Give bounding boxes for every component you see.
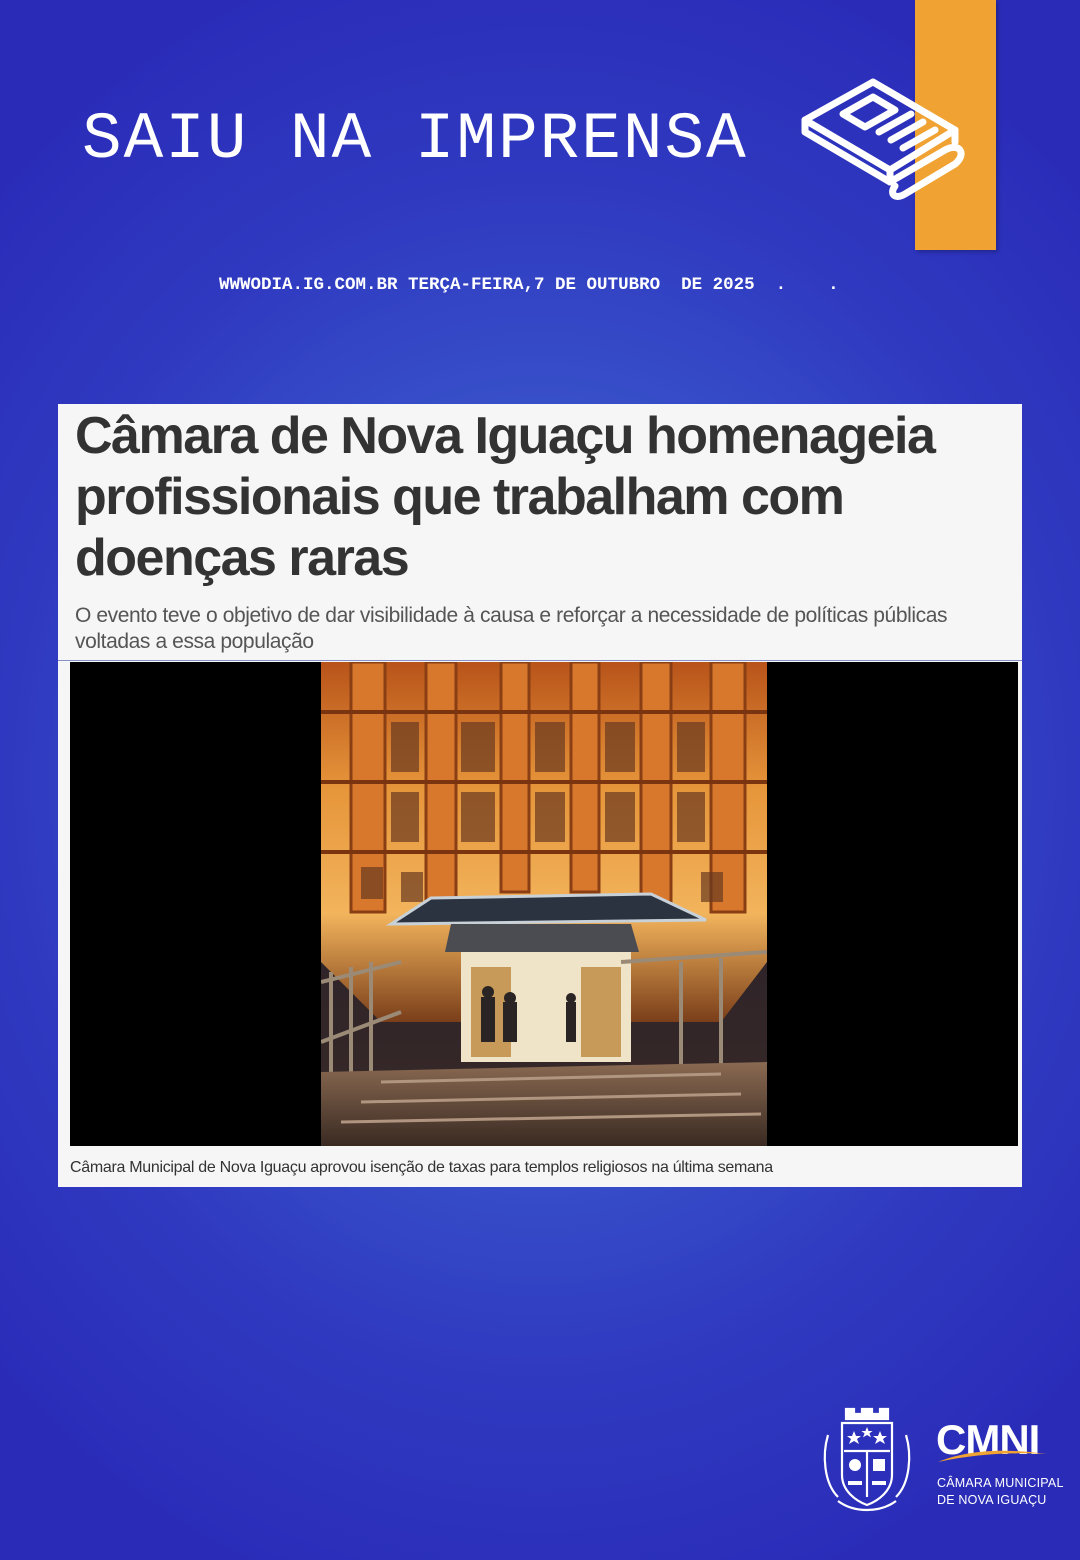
- cmni-swoosh-icon: [936, 1448, 1048, 1464]
- article-divider: [58, 660, 1022, 661]
- article-title: Câmara de Nova Iguaçu homenageia profissionais que trabalham com doenças raras: [75, 407, 935, 587]
- cmni-logo-line1: CÂMARA MUNICIPAL: [937, 1476, 1064, 1490]
- city-crest-icon: [818, 1405, 916, 1517]
- dateline: WWWODIA.IG.COM.BR TERÇA-FEIRA,7 DE OUTUBRO DE 2025 . .: [219, 275, 839, 295]
- cmni-logo: [936, 1416, 1064, 1513]
- article-card: [58, 404, 1022, 1187]
- cmni-logo-line2: DE NOVA IGUAÇU: [937, 1493, 1047, 1507]
- cmni-logo-subtitle: [937, 1475, 1064, 1509]
- building-photo: [321, 662, 767, 1146]
- photo-caption: Câmara Municipal de Nova Iguaçu aprovou isenção de taxas para templos religiosos na última semana: [70, 1159, 773, 1176]
- newspaper-icon: [795, 70, 970, 210]
- photo-frame: [70, 662, 1018, 1146]
- banner-title: SAIU NA IMPRENSA: [82, 102, 748, 177]
- article-subtitle: O evento teve o objetivo de dar visibilidade à causa e reforçar a necessidade de políticas públicas voltadas a essa população: [75, 604, 948, 653]
- cmni-logo-text: CMNI: [936, 1416, 1040, 1463]
